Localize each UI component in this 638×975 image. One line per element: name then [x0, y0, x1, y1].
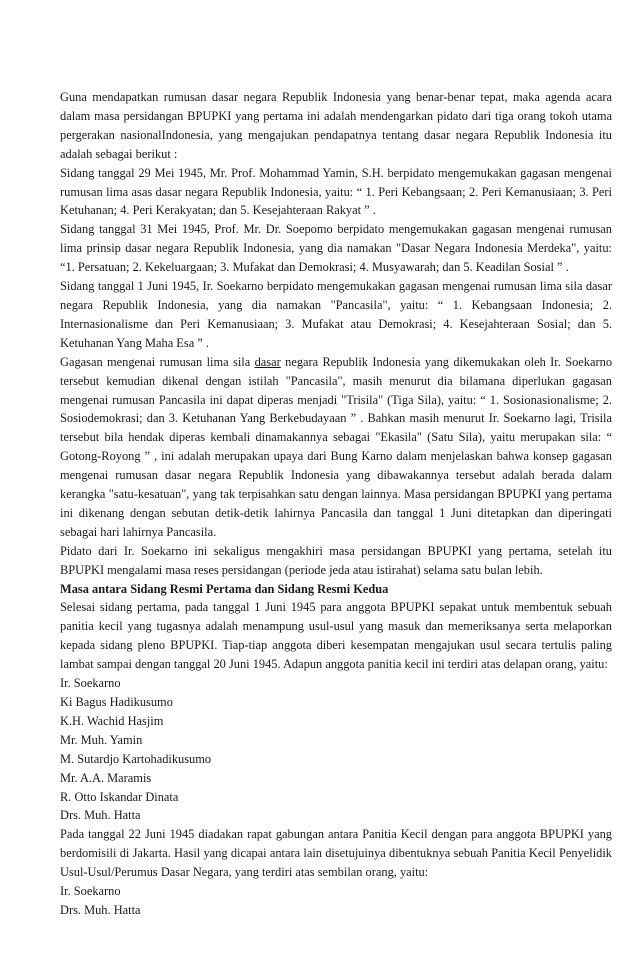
member-name: Mr. Muh. Yamin [60, 732, 143, 747]
member-name: Ki Bagus Hadikusumo [60, 695, 173, 709]
panitia-kecil-member-list [60, 674, 612, 825]
panitia-kecil-paragraph: Selesai sidang pertama, pada tanggal 1 Juni 1945 para anggota BPUPKI sepakat untuk membentuk sebuah panitia kecil yang tugasnya adalah menampung usul-usul yang masuk dan memeriksanya serta melaporkan kepada sidang pleno BPUPKI. Tiap-tiap anggota diberi kesempatan mengajukan usul secara tertulis paling lambat sampai dengan tanggal 20 Juni 1945. Adapun anggota panitia kecil ini terdiri atas delapan orang, yaitu: [60, 600, 612, 672]
panitia-sembilan-paragraph: Pada tanggal 22 Juni 1945 diadakan rapat gabungan antara Panitia Kecil dengan para anggota BPUPKI yang berdomisili di Jakarta. Hasil yang dicapai antara lain disetujuinya dibentuknya sebuah Panitia Kecil Penyelidik Usul-Usul/Perumus Dasar Negara, yang terdiri atas sembilan orang, yaitu: [60, 827, 612, 880]
soepomo-paragraph: Sidang tanggal 31 Mei 1945, Prof. Mr. Dr. Soepomo berpidato mengemukakan gagasan mengenai rumusan lima prinsip dasar negara Republik Indonesia, yang dia namakan "Dasar Negara Indonesia Merdeka", yaitu: “1. Persatuan; 2. Kekeluargaan; 3. Mufakat dan Demokrasi; 4. Musyawarah; dan 5. Keadilan Sosial ” . [60, 222, 612, 275]
member-name: K.H. Wachid Hasjim [60, 713, 164, 728]
section-heading: Masa antara Sidang Resmi Pertama dan Sidang Resmi Kedua [60, 581, 389, 596]
gagasan-paragraph [60, 353, 612, 542]
member-name: M. Sutardjo Kartohadikusumo [60, 751, 212, 766]
closing-paragraph: Pidato dari Ir. Soekarno ini sekaligus mengakhiri masa persidangan BPUPKI yang pertama, setelah itu BPUPKI mengalami masa reses persidangan (periode jeda atau istirahat) selama satu bulan lebih. [60, 543, 612, 577]
intro-paragraph: Guna mendapatkan rumusan dasar negara Republik Indonesia yang benar-benar tepat, maka agenda acara dalam masa persidangan BPUPKI yang pertama ini adalah mendengarkan pidato dari tiga orang tokoh utama pergerakan nasionalIndonesia, yang mengajukan pendapatnya tentang dasar negara Republik Indonesia itu adalah sebagai berikut : [60, 90, 612, 161]
member-name: Mr. A.A. Maramis [60, 770, 152, 785]
member-name: R. Otto Iskandar Dinata [60, 789, 179, 804]
member-name: Ir. Soekarno [60, 884, 121, 899]
document-page [60, 88, 612, 920]
underlined-word: dasar [254, 354, 281, 369]
member-name: Ir. Soekarno [60, 676, 121, 691]
panitia-sembilan-member-list [60, 882, 612, 920]
gagasan-text-before: Gagasan mengenai rumusan lima sila [60, 354, 255, 369]
gagasan-text-after: negara Republik Indonesia yang dikemukakan oleh Ir. Soekarno tersebut kemudian dikenal dengan istilah "Pancasila", masih menurut dia bilamana diperlukan gagasan mengenai rumusan Pancasila ini dapat diperas menjadi "Trisila" (Tiga Sila), yaitu: “ 1. Sosionasionalisme; 2. Sosiodemokrasi; dan 3. Ketuhanan Yang Berkebudayaan ” . Bahkan masih menurut Ir. Soekarno lagi, Trisila tersebut bila hendak diperas kembali dinamakannya sebagai "Ekasila" (Satu Sila), yaitu merupakan sila: “ Gotong-Royong ” , ini adalah merupakan upaya dari Bung Karno dalam menjelaskan bahwa konsep gagasan mengenai rumusan dasar negara Republik Indonesia yang dibawakannya tersebut adalah berada dalam kerangka "satu-kesatuan", yang tak terpisahkan satu dengan lainnya. Masa persidangan BPUPKI yang pertama ini dikenang dengan sebutan detik-detik lahirnya Pancasila dan tanggal 1 Juni ditetapkan dan diperingati sebagai hari lahirnya Pancasila. [60, 354, 613, 539]
yamin-paragraph: Sidang tanggal 29 Mei 1945, Mr. Prof. Mohammad Yamin, S.H. berpidato mengemukakan gagasan mengenai rumusan lima asas dasar negara Republik Indonesia, yaitu: “ 1. Peri Kebangsaan; 2. Peri Kemanusiaan; 3. Peri Ketuhanan; 4. Peri Kerakyatan; dan 5. Kesejahteraan Rakyat ” . [60, 165, 612, 218]
soekarno-paragraph: Sidang tanggal 1 Juni 1945, Ir. Soekarno berpidato mengemukakan gagasan mengenai rumusan lima sila dasar negara Republik Indonesia, yang dia namakan "Pancasila", yaitu: “ 1. Kebangsaan Indonesia; 2. Internasionalisme dan Peri Kemanusiaan; 3. Mufakat atau Demokrasi; 4. Kesejahteraan Sosial; dan 5. Ketuhanan Yang Maha Esa ” . [60, 279, 612, 350]
member-name: Drs. Muh. Hatta [60, 902, 141, 917]
member-name: Drs. Muh. Hatta [60, 808, 141, 823]
